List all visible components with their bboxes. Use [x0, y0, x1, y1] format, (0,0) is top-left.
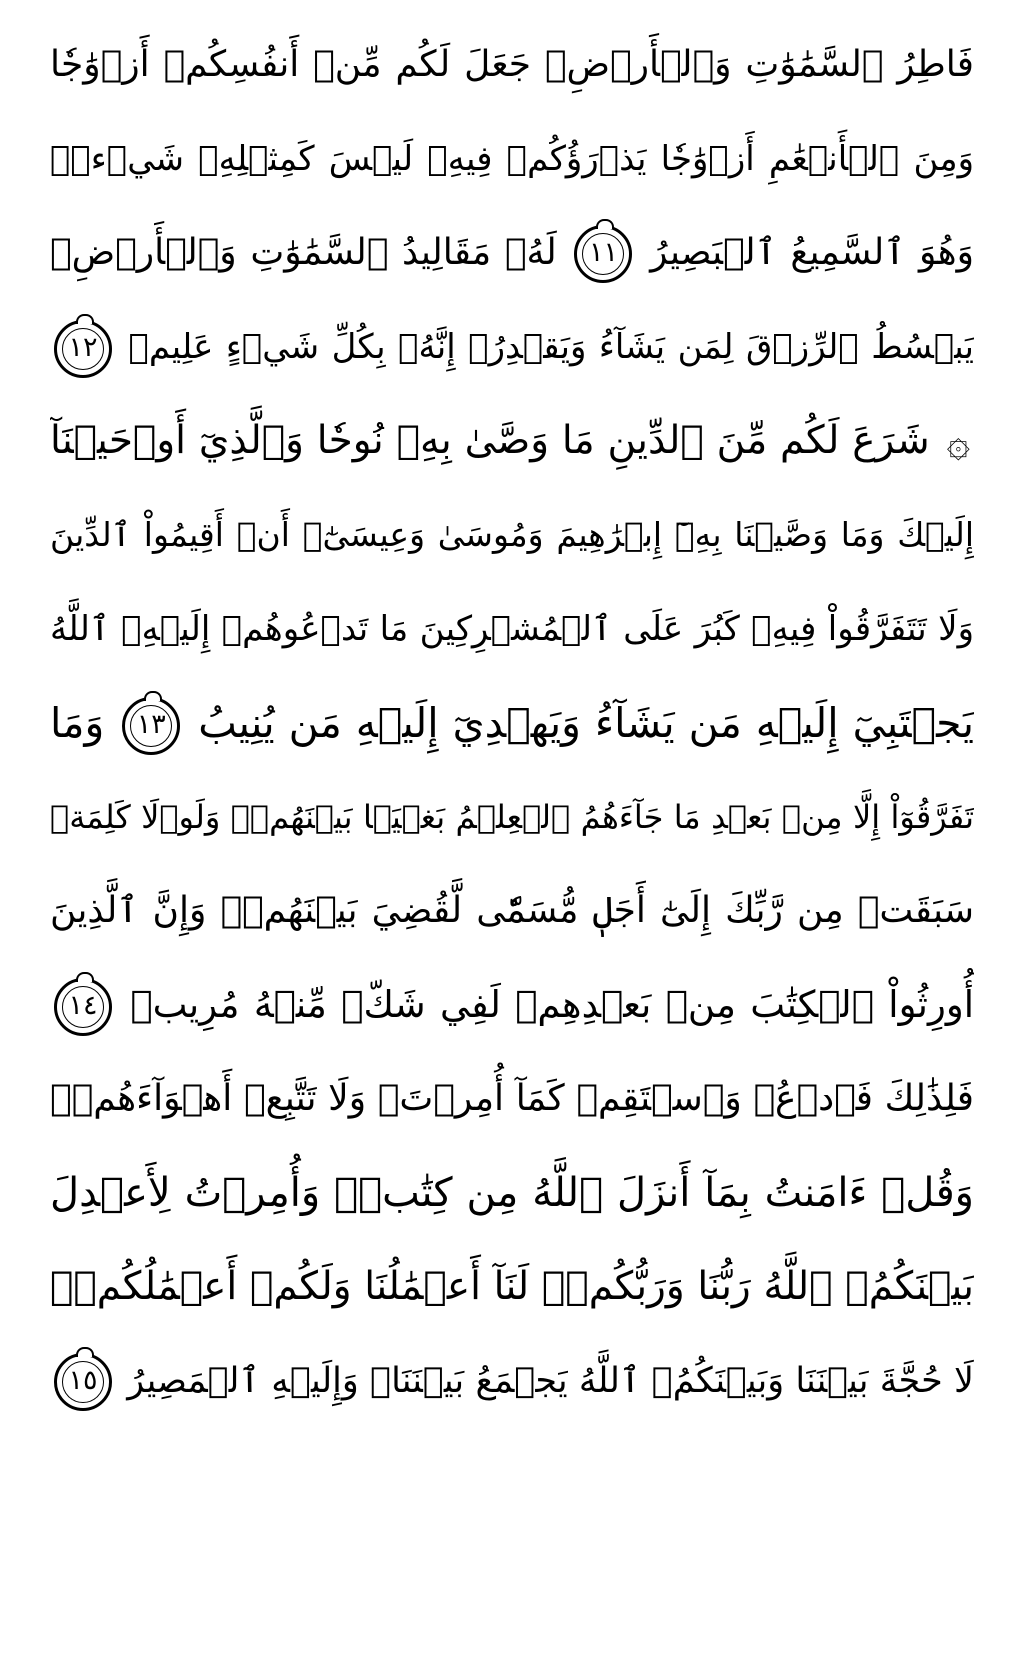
verse-text: وَهُوَ ٱلسَّمِيعُ ٱلۡبَصِيرُ: [650, 232, 974, 273]
verse-text: وَمَا: [50, 699, 105, 747]
verse-text: فَاطِرُ ٱلسَّمَٰوَٰتِ وَٱلۡأَرۡضِۚ جَعَلَ لَكُم مِّنۡ أَنفُسِكُمۡ أَزۡوَٰجٗا: [50, 44, 974, 85]
verse-text: وَقُلۡ ءَامَنتُ بِمَآ أَنزَلَ ٱللَّهُ مِن كِتَٰبٖۖ وَأُمِرۡتُ لِأَعۡدِلَ: [50, 1170, 974, 1216]
verse-text: وَمِنَ ٱلۡأَنۡعَٰمِ أَزۡوَٰجٗا يَذۡرَؤُكُمۡ فِيهِۚ لَيۡسَ كَمِثۡلِهِۦ شَيۡءٞۖ: [50, 139, 974, 179]
text-line-3: [50, 206, 974, 300]
ayah-number-marker: ١٣: [122, 697, 180, 755]
hizb-marker-icon: ۞: [946, 419, 970, 466]
verse-text: فَلِذَٰلِكَ فَٱدۡعُۖ وَٱسۡتَقِمۡ كَمَآ أُمِرۡتَۖ وَلَا تَتَّبِعۡ أَهۡوَآءَهُمۡۖ: [50, 1078, 974, 1119]
text-line-6: [50, 488, 974, 582]
text-line-15: [50, 1334, 974, 1428]
verse-text: أُورِثُواْ ٱلۡكِتَٰبَ مِنۢ بَعۡدِهِمۡ لَفِي شَكّٖ مِّنۡهُ مُرِيبٖ: [130, 983, 974, 1026]
text-line-9: [50, 770, 974, 864]
text-line-1: [50, 18, 974, 112]
ayah-number-marker: ١٢: [54, 320, 112, 378]
verse-text: شَرَعَ لَكُم مِّنَ ٱلدِّينِ مَا وَصَّىٰ بِهِۦ نُوحٗا وَٱلَّذِيٓ أَوۡحَيۡنَآ: [50, 418, 930, 463]
verse-text: يَجۡتَبِيٓ إِلَيۡهِ مَن يَشَآءُ وَيَهۡدِيٓ إِلَيۡهِ مَن يُنِيبُ: [198, 699, 974, 747]
verse-text: بَيۡنَكُمُۖ ٱللَّهُ رَبُّنَا وَرَبُّكُمۡۖ لَنَآ أَعۡمَٰلُنَا وَلَكُمۡ أَعۡمَٰلُكُمۡۖ: [50, 1264, 974, 1309]
verse-text: وَلَا تَتَفَرَّقُواْ فِيهِۚ كَبُرَ عَلَى ٱلۡمُشۡرِكِينَ مَا تَدۡعُوهُمۡ إِلَيۡهِۚ ٱللَّهُ: [50, 609, 974, 649]
text-line-13: [50, 1146, 974, 1240]
text-line-5: [50, 394, 974, 488]
text-line-11: [50, 958, 974, 1052]
ayah-number-marker: ١١: [574, 225, 632, 283]
text-line-7: [50, 582, 974, 676]
ayah-number-marker: ١٥: [54, 1353, 112, 1411]
text-line-12: [50, 1052, 974, 1146]
text-line-10: [50, 864, 974, 958]
text-line-4: [50, 300, 974, 394]
verse-text: إِلَيۡكَ وَمَا وَصَّيۡنَا بِهِۦٓ إِبۡرَٰهِيمَ وَمُوسَىٰ وَعِيسَىٰٓۖ أَنۡ أَقِيمُواْ ٱلدِّينَ: [50, 515, 974, 554]
verse-text: لَا حُجَّةَ بَيۡنَنَا وَبَيۡنَكُمُۖ ٱللَّهُ يَجۡمَعُ بَيۡنَنَاۖ وَإِلَيۡهِ ٱلۡمَصِيرُ: [127, 1361, 974, 1401]
text-line-8: [50, 676, 974, 770]
ayah-number-marker: ١٤: [54, 978, 112, 1036]
verse-text: يَبۡسُطُ ٱلرِّزۡقَ لِمَن يَشَآءُ وَيَقۡدِرُۚ إِنَّهُۥ بِكُلِّ شَيۡءٍ عَلِيمٞ: [128, 327, 974, 367]
verse-text: تَفَرَّقُوٓاْ إِلَّا مِنۢ بَعۡدِ مَا جَآءَهُمُ ٱلۡعِلۡمُ بَغۡيَۢا بَيۡنَهُمۡۚ وَلَوۡلَا كَلِمَةٞ: [50, 798, 974, 836]
text-line-2: [50, 112, 974, 206]
verse-text: سَبَقَتۡ مِن رَّبِّكَ إِلَىٰٓ أَجَلٖ مُّسَمّٗى لَّقُضِيَ بَيۡنَهُمۡۚ وَإِنَّ ٱلَّذِينَ: [50, 890, 974, 931]
text-line-14: [50, 1240, 974, 1334]
verse-text: لَهُۥ مَقَالِيدُ ٱلسَّمَٰوَٰتِ وَٱلۡأَرۡضِۖ: [50, 232, 557, 273]
